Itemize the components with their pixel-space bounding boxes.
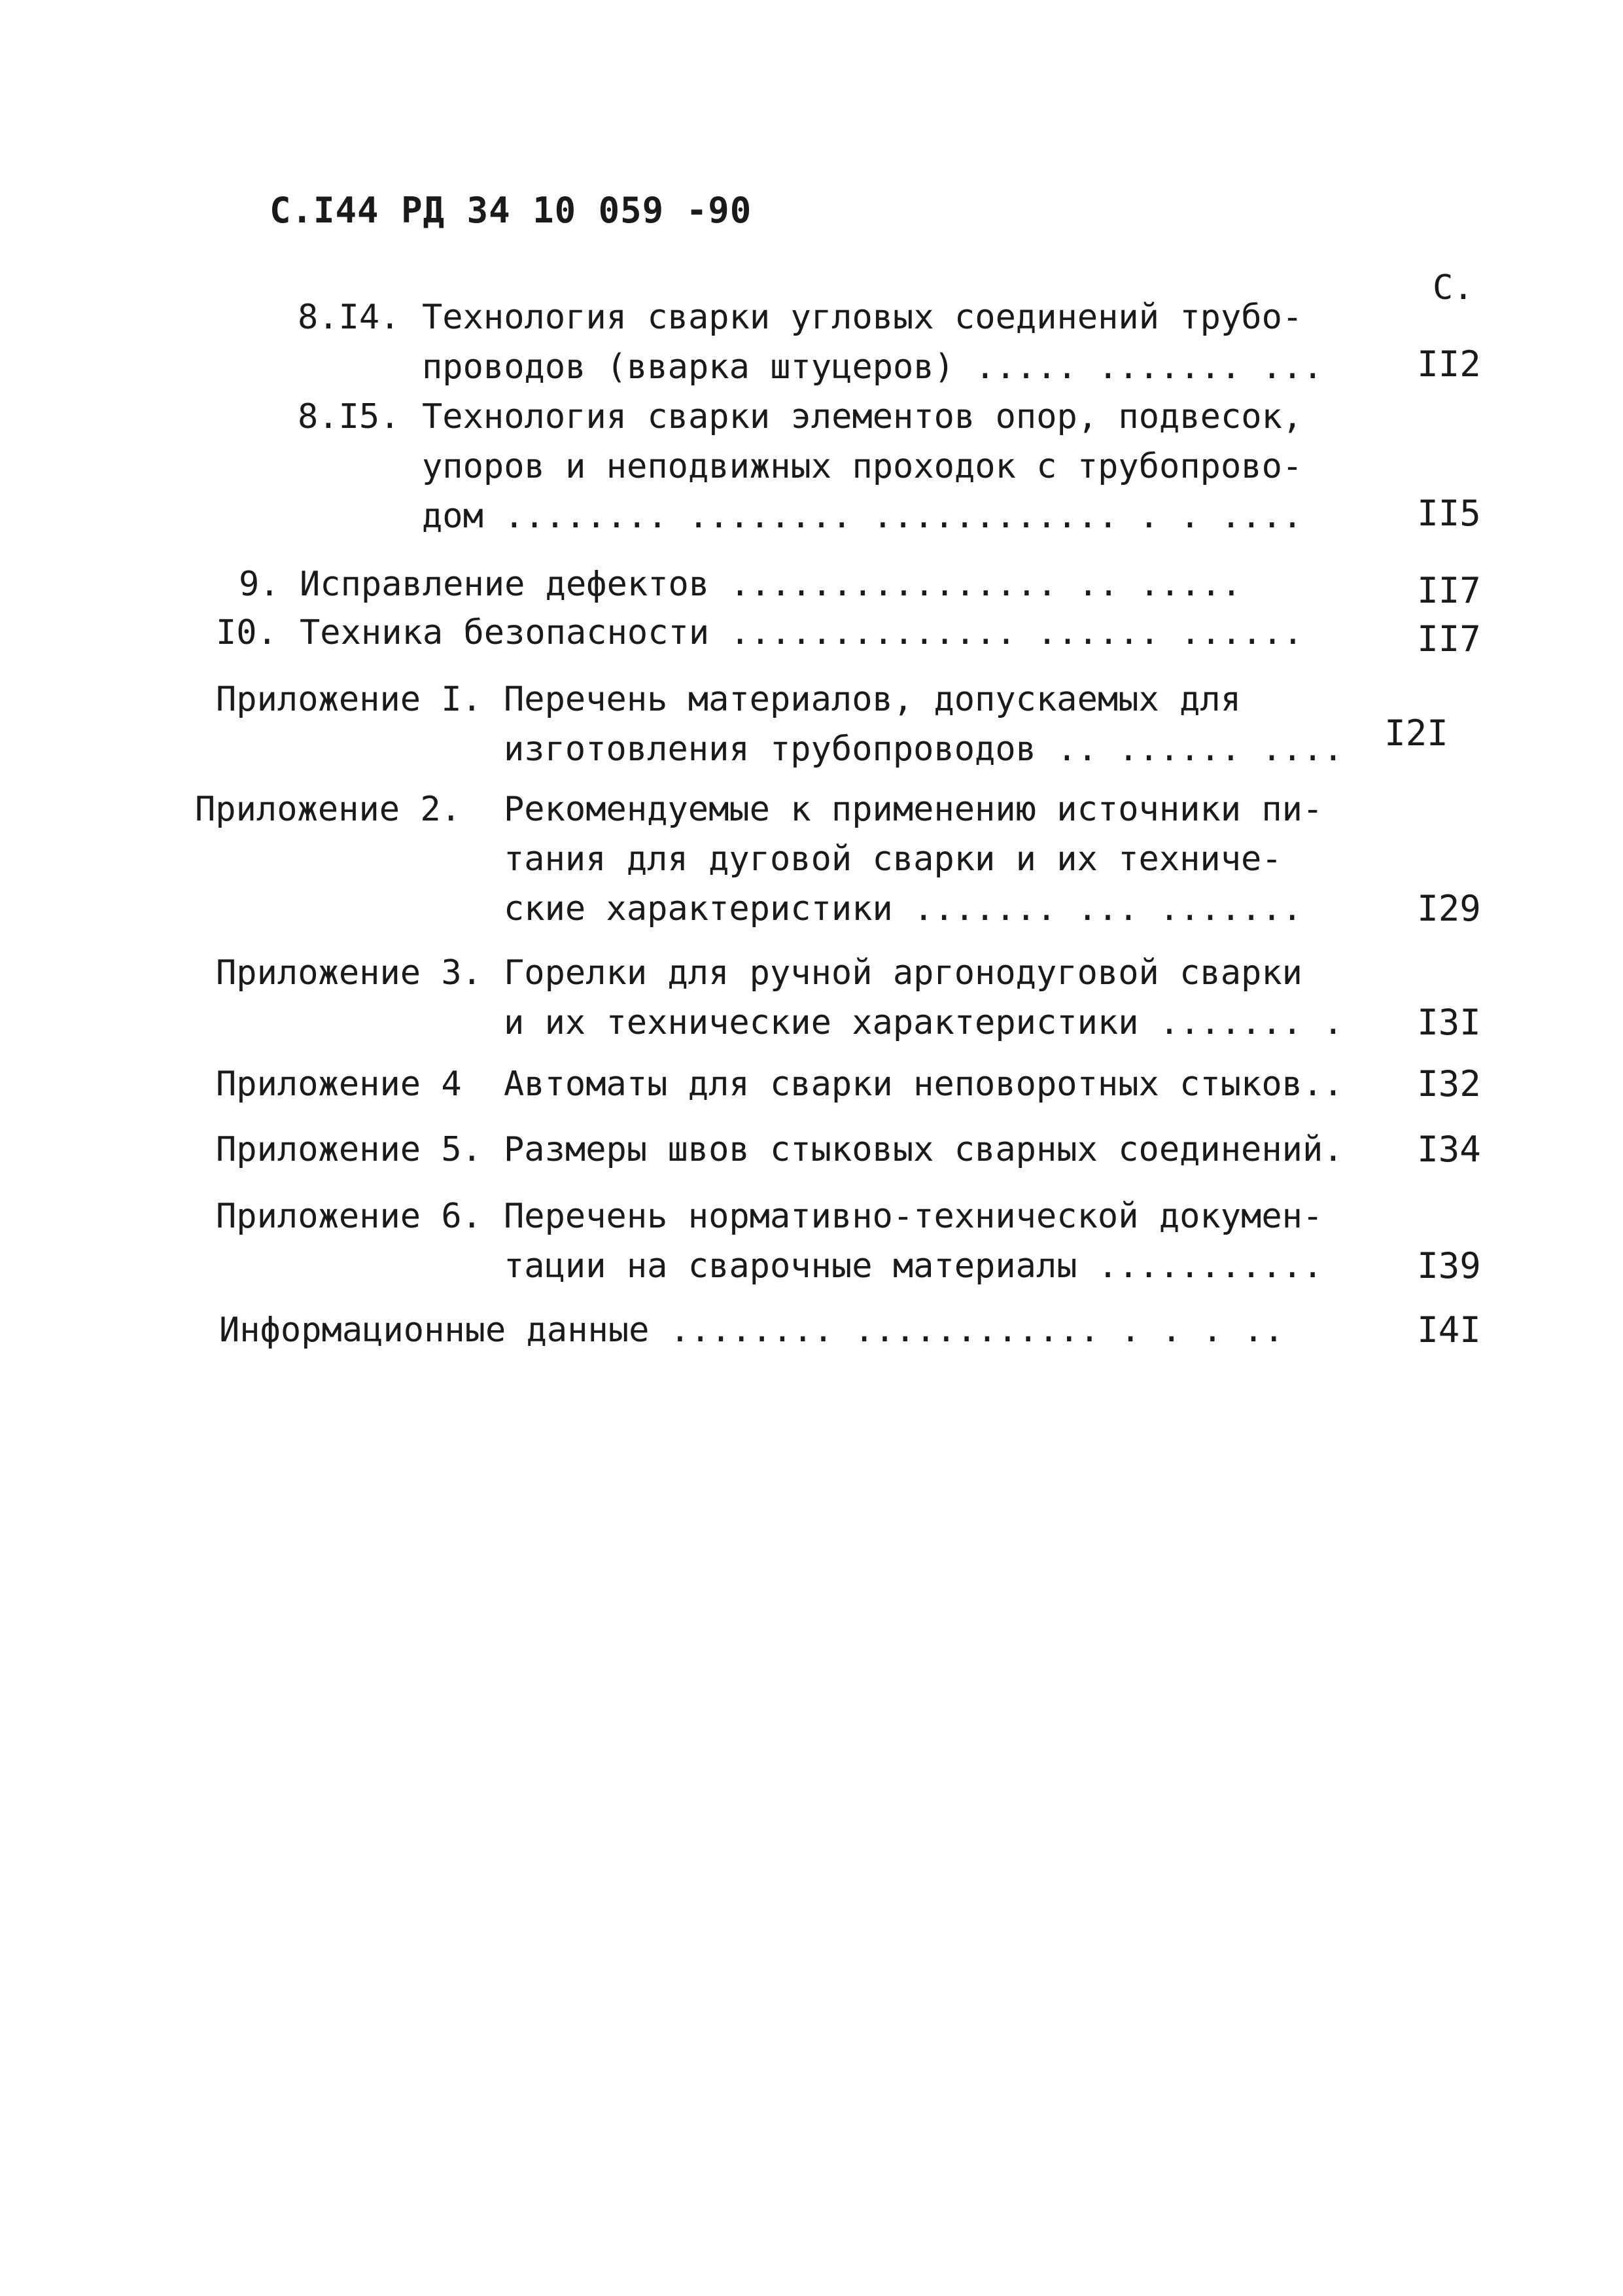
- toc-entry-text: Технология сварки угловых соединений трубо-: [422, 298, 1303, 337]
- toc-entry-text: Горелки для ручной аргонодуговой сварки: [504, 953, 1302, 993]
- toc-entry-text: изготовления трубопроводов .. ...... ....: [504, 730, 1344, 769]
- toc-entry-number: Приложение 6.: [216, 1197, 482, 1236]
- toc-entry-text: Исправление дефектов ................ .. .....: [300, 565, 1242, 604]
- toc-entry-text: Технология сварки элементов опор, подвесок,: [422, 397, 1303, 436]
- toc-entry-text: Перечень материалов, допускаемых для: [504, 680, 1242, 719]
- toc-entry-page: I29: [1417, 888, 1481, 929]
- document-header: С.I44 РД 34 10 059 -90: [270, 190, 752, 231]
- toc-entry-text: Автоматы для сварки неповоротных стыков..: [504, 1065, 1344, 1104]
- toc-entry-text: дом ........ ........ ............ . . ....: [422, 497, 1303, 536]
- toc-entry-number: Приложение 5.: [216, 1130, 482, 1169]
- toc-entry-number: 8.I4.: [298, 298, 400, 337]
- toc-entry-text: проводов (вварка штуцеров) ..... ....... ...: [422, 347, 1323, 387]
- toc-entry-text: Техника безопасности .............. ...... ......: [300, 613, 1304, 652]
- toc-entry-page: I34: [1417, 1129, 1481, 1170]
- toc-entry-text: тания для дуговой сварки и их техниче-: [504, 839, 1282, 879]
- toc-entry-number: Приложение I.: [216, 680, 482, 719]
- toc-entry-page: I2I: [1384, 713, 1448, 754]
- toc-entry-page: II5: [1417, 493, 1481, 534]
- toc-entry-number: 9.: [239, 565, 280, 604]
- toc-entry-number: I0.: [216, 613, 277, 652]
- page-column-label: С.: [1433, 268, 1474, 308]
- toc-entry-page: I3I: [1417, 1002, 1481, 1043]
- toc-entry-text: ские характеристики ....... ... .......: [504, 889, 1302, 928]
- toc-entry-text: Рекомендуемые к применению источники пи-: [504, 790, 1323, 829]
- toc-entry-text: тации на сварочные материалы ...........: [504, 1246, 1323, 1286]
- toc-entry-number: Приложение 4: [216, 1065, 462, 1104]
- toc-entry-number: Приложение 2.: [195, 790, 461, 829]
- toc-entry-number: 8.I5.: [298, 397, 400, 436]
- toc-entry-page: I4I: [1417, 1309, 1481, 1351]
- toc-entry-page: I32: [1417, 1063, 1481, 1104]
- toc-entry-page: I39: [1417, 1245, 1481, 1286]
- toc-entry-text: упоров и неподвижных проходок с трубопрово-: [422, 447, 1303, 486]
- toc-entry-number: Приложение 3.: [216, 953, 482, 993]
- toc-entry-text: Перечень нормативно-технической докумен-: [504, 1197, 1323, 1236]
- toc-entry-page: II7: [1417, 570, 1481, 611]
- toc-entry-page: II2: [1417, 344, 1481, 385]
- toc-entry-text: Размеры швов стыковых сварных соединений.: [504, 1130, 1344, 1169]
- toc-entry-text: Информационные данные ........ ............ . . . ..: [219, 1311, 1284, 1350]
- toc-entry-page: II7: [1417, 618, 1481, 660]
- toc-entry-text: и их технические характеристики ....... .: [504, 1003, 1344, 1042]
